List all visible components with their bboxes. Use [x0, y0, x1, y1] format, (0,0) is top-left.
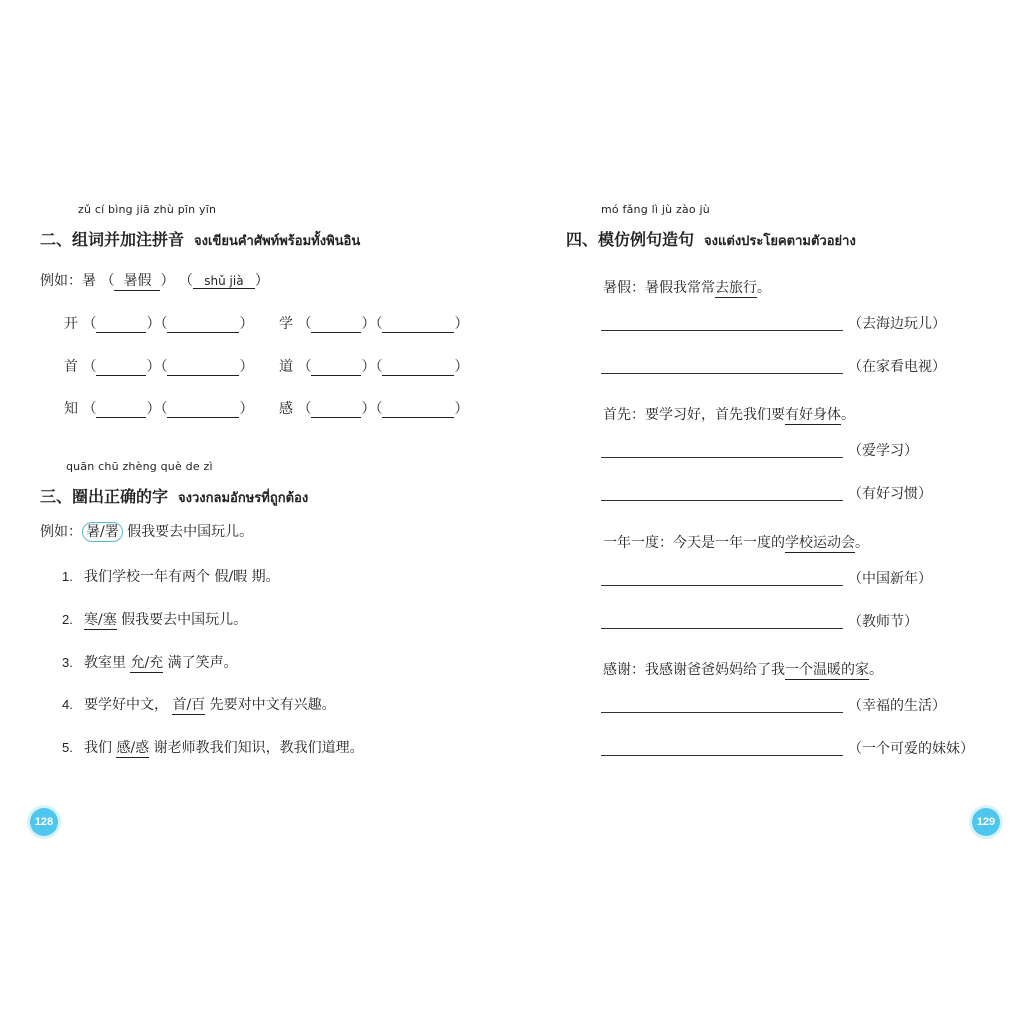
example-word: 暑假： [603, 280, 645, 296]
hint: （一个可爱的妹妹） [848, 741, 974, 757]
example-char: 暑 [82, 273, 96, 289]
sentence-example [603, 659, 883, 679]
hint: （幸福的生活） [848, 698, 946, 714]
answer-line[interactable] [601, 712, 843, 713]
pinyin-blank[interactable] [382, 318, 454, 333]
item-after: 期。 [251, 569, 280, 585]
word-blank[interactable] [311, 403, 361, 418]
example-rest: 假我要去中国玩儿。 [127, 524, 254, 540]
section2-number: 二、 [40, 230, 73, 249]
sentence-example [603, 404, 855, 424]
sentence-example [603, 532, 869, 552]
example-word: 感谢： [603, 662, 645, 678]
pinyin-blank[interactable] [382, 403, 454, 418]
word-blank[interactable] [311, 318, 361, 333]
row-2-b: 道 （ ）（ ） [279, 359, 469, 375]
row-char-a: 开 [64, 316, 78, 332]
hint: （中国新年） [848, 571, 932, 587]
example-underlined: 有好身体 [785, 407, 841, 423]
example-end: 。 [855, 535, 869, 551]
example-label: 例如： [40, 273, 82, 289]
answer-line[interactable] [601, 755, 843, 756]
item-choice[interactable]: 寒/塞 [84, 612, 117, 628]
example-end: 。 [841, 407, 855, 423]
pinyin-blank[interactable] [167, 361, 239, 376]
section2-thai: จงเขียนคำศัพท์พร้อมทั้งพินอิน [194, 234, 361, 249]
section4-heading [566, 227, 856, 251]
pinyin-blank[interactable] [382, 361, 454, 376]
item-before: 教室里 [84, 655, 126, 671]
example-end: 。 [757, 280, 771, 296]
example-word: 一年一度： [603, 535, 673, 551]
row-char-b: 感 [279, 401, 293, 417]
section3-thai: จงวงกลมอักษรที่ถูกต้อง [178, 491, 309, 506]
pinyin-blank[interactable] [167, 318, 239, 333]
choice-item [62, 566, 280, 586]
example-plain: 要学习好，首先我们要 [645, 407, 785, 423]
row-3-b: 感 （ ）（ ） [279, 401, 469, 417]
section2-heading [40, 227, 360, 251]
page-number-left: 128 [30, 808, 58, 836]
item-number: 4. [62, 697, 73, 712]
item-after: 假我要去中国玩儿。 [121, 612, 248, 628]
section4-number: 四、 [566, 230, 599, 249]
item-before: 要学好中文， [84, 697, 168, 713]
item-after: 先要对中文有兴趣。 [209, 697, 336, 713]
section3-title: 圈出正确的字 [72, 487, 169, 506]
section4-pinyin: mó fǎng lì jù zào jù [601, 203, 710, 216]
item-before: 我们学校一年有两个 [84, 569, 210, 585]
item-choice[interactable]: 假/暇 [214, 569, 248, 585]
sentence-example [603, 277, 771, 297]
section3-number: 三、 [40, 487, 73, 506]
section2-title: 组词并加注拼音 [72, 230, 185, 249]
answer-line[interactable] [601, 330, 843, 331]
choice-item [62, 737, 364, 757]
choice-item [62, 609, 247, 629]
example-underlined: 去旅行 [715, 280, 757, 296]
row-1-b: 学 （ ）（ ） [279, 316, 469, 332]
row-2: 首 （ ）（ ） [64, 359, 254, 375]
hint: （爱学习） [848, 443, 918, 459]
answer-line[interactable] [601, 585, 843, 586]
example-word: 暑假 [114, 270, 160, 291]
answer-line[interactable] [601, 628, 843, 629]
section3-heading [40, 484, 308, 508]
word-blank[interactable] [96, 361, 146, 376]
example-underlined: 学校运动会 [785, 535, 855, 551]
hint: （在家看电视） [848, 359, 946, 375]
item-number: 5. [62, 740, 73, 755]
row-char-a: 知 [64, 401, 78, 417]
item-after: 谢老师教我们知识，教我们道理。 [153, 740, 364, 756]
choice-item [62, 652, 238, 672]
pinyin-blank[interactable] [167, 403, 239, 418]
word-blank[interactable] [96, 403, 146, 418]
row-char-a: 首 [64, 359, 78, 375]
row-char-b: 学 [279, 316, 293, 332]
item-number: 1. [62, 569, 73, 584]
answer-line[interactable] [601, 457, 843, 458]
item-before: 我们 [84, 740, 112, 756]
answer-line[interactable] [601, 500, 843, 501]
word-blank[interactable] [96, 318, 146, 333]
example-pinyin: shǔ jià [193, 274, 255, 289]
word-blank[interactable] [311, 361, 361, 376]
hint: （教师节） [848, 614, 918, 630]
row-char-b: 道 [279, 359, 293, 375]
example-word: 首先： [603, 407, 645, 423]
section2-example: 例如：暑 （ 暑假 ） （ shǔ jià ） [40, 270, 269, 291]
item-number: 2. [62, 612, 73, 627]
section3-example [40, 521, 253, 542]
section2-pinyin: zǔ cí bìng jiā zhù pīn yīn [78, 203, 217, 216]
example-choice: 暑/署 [82, 522, 123, 542]
section4-title: 模仿例句造句 [598, 230, 695, 249]
example-end: 。 [869, 662, 883, 678]
choice-item [62, 694, 336, 714]
example-plain: 今天是一年一度的 [673, 535, 785, 551]
row-1: 开 （ ）（ ） [64, 316, 254, 332]
hint: （去海边玩儿） [848, 316, 946, 332]
item-choice[interactable]: 允/充 [130, 655, 164, 671]
page-number-right: 129 [972, 808, 1000, 836]
item-choice[interactable]: 首/百 [172, 697, 206, 713]
example-underlined: 一个温暖的家 [785, 662, 869, 678]
item-number: 3. [62, 655, 73, 670]
section4-thai: จงแต่งประโยคตามตัวอย่าง [704, 234, 856, 249]
row-3: 知 （ ）（ ） [64, 401, 254, 417]
hint: （有好习惯） [848, 486, 932, 502]
example-label: 例如： [40, 524, 82, 540]
item-choice[interactable]: 感/惑 [116, 740, 150, 756]
example-plain: 暑假我常常 [645, 280, 715, 296]
answer-line[interactable] [601, 373, 843, 374]
item-after: 满了笑声。 [167, 655, 238, 671]
section3-pinyin: quān chū zhèng què de zì [66, 460, 213, 473]
example-plain: 我感谢爸爸妈妈给了我 [645, 662, 785, 678]
